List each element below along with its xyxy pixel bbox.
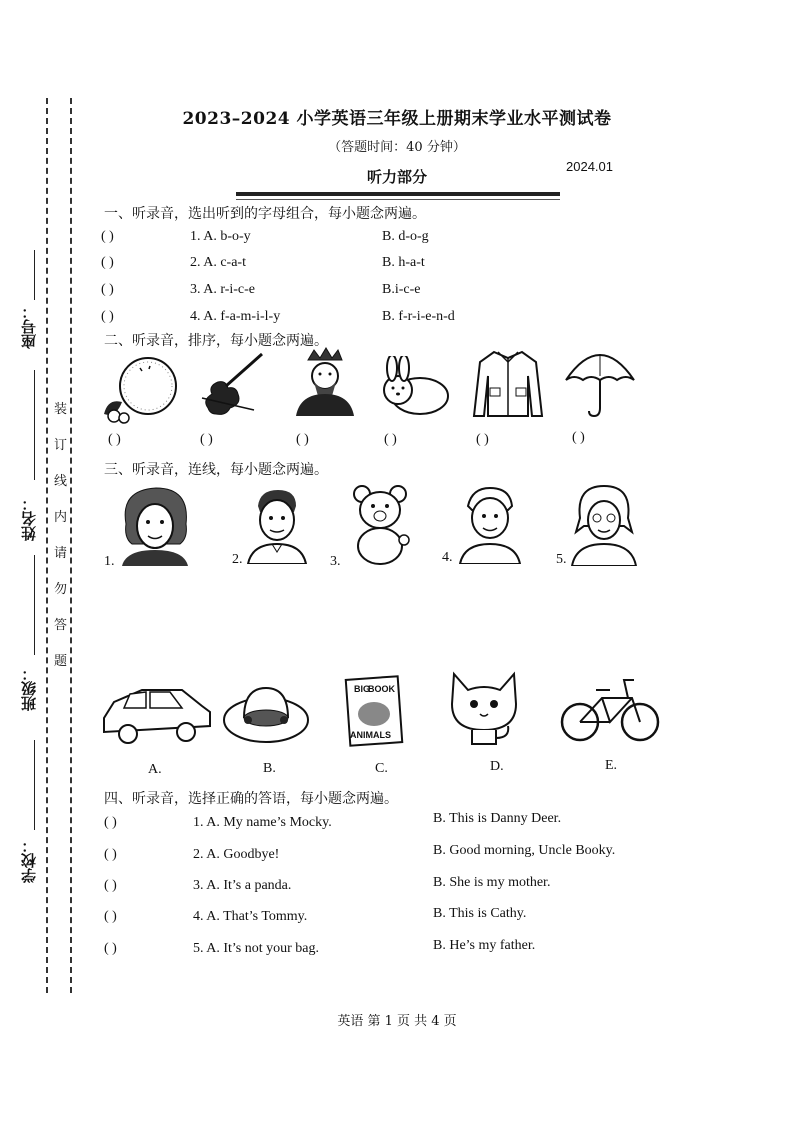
name-label: 姓名： [20, 496, 38, 541]
s4-bracket-1[interactable]: ( ) [104, 815, 117, 830]
notice-char: 线 [54, 474, 68, 489]
s1-option-a-1: 1. A. b-o-y [190, 229, 251, 244]
s1-option-b-2: B. h-a-t [382, 255, 425, 270]
person-number-3: 3. [330, 554, 341, 569]
s1-bracket-2[interactable]: ( ) [101, 255, 114, 270]
s4-option-b-1: B. This is Danny Deer. [433, 811, 562, 826]
man-picture [244, 488, 310, 564]
woman-picture [116, 484, 194, 566]
object-letter-d: D. [490, 759, 504, 774]
section1-heading: 一、听录音，选出听到的字母组合，每小题念两遍。 [104, 206, 426, 222]
s2-bracket-1[interactable]: ( ) [108, 432, 121, 447]
jacket-picture [472, 348, 544, 420]
car-picture [100, 684, 212, 746]
umbrella-picture [562, 346, 638, 418]
book-title-animals: ANIMALS [350, 730, 391, 740]
school-label: 学校： [20, 838, 38, 883]
person-number-4: 4. [442, 550, 453, 565]
notice-char: 勿 [54, 582, 68, 597]
notice-char: 答 [54, 618, 68, 633]
cat-picture [446, 668, 522, 748]
s4-option-a-2: 2. A. Goodbye! [193, 847, 280, 862]
title-underline-thin [236, 199, 560, 200]
big-book-picture [344, 674, 404, 748]
violin-picture [196, 350, 272, 420]
s4-option-a-3: 3. A. It’s a panda. [193, 878, 292, 893]
rabbit-picture [376, 356, 452, 418]
seat-label: 座号： [20, 304, 38, 349]
hat-picture [220, 682, 312, 746]
s1-bracket-1[interactable]: ( ) [101, 229, 114, 244]
notice-char: 订 [54, 438, 68, 453]
binding-dashed-line-outer [46, 98, 48, 993]
name-line [34, 370, 35, 480]
s1-option-a-4: 4. A. f-a-m-i-l-y [190, 309, 281, 324]
exam-date: 2024.01 [566, 159, 613, 174]
s4-bracket-4[interactable]: ( ) [104, 909, 117, 924]
object-letter-c: C. [375, 761, 388, 776]
s4-option-b-4: B. This is Cathy. [433, 906, 527, 921]
page-footer: 英语 第 1 页 共 4 页 [337, 1014, 457, 1029]
part-title: 听力部分 [366, 168, 427, 186]
s2-bracket-6[interactable]: ( ) [572, 430, 585, 445]
s1-option-a-2: 2. A. c-a-t [190, 255, 246, 270]
s4-option-a-4: 4. A. That’s Tommy. [193, 909, 308, 924]
person-number-1: 1. [104, 554, 115, 569]
class-line [34, 555, 35, 655]
class-label: 班级： [20, 666, 38, 711]
binding-notice [54, 398, 72, 686]
s4-bracket-2[interactable]: ( ) [104, 847, 117, 862]
notice-char: 内 [54, 510, 68, 525]
grandma-picture [566, 482, 642, 566]
exam-title: 2023–2024 小学英语三年级上册期末学业水平测试卷 [182, 109, 612, 129]
s2-bracket-2[interactable]: ( ) [200, 432, 213, 447]
s4-option-b-5: B. He’s my father. [433, 938, 536, 953]
boy-picture [454, 486, 526, 564]
section4-heading: 四、听录音，选择正确的答语，每小题念两遍。 [104, 791, 398, 807]
s1-option-b-1: B. d-o-g [382, 229, 429, 244]
s1-option-b-3: B.i-c-e [382, 282, 421, 297]
s2-bracket-5[interactable]: ( ) [476, 432, 489, 447]
orange-picture [100, 356, 180, 424]
section2-heading: 二、听录音，排序，每小题念两遍。 [104, 333, 328, 349]
seat-line [34, 250, 35, 300]
bear-picture [348, 484, 412, 566]
book-title-book: BOOK [368, 684, 395, 694]
s2-bracket-4[interactable]: ( ) [384, 432, 397, 447]
school-line [34, 740, 35, 830]
notice-char: 题 [54, 654, 68, 669]
person-number-2: 2. [232, 552, 243, 567]
s1-bracket-4[interactable]: ( ) [101, 309, 114, 324]
s4-bracket-3[interactable]: ( ) [104, 878, 117, 893]
notice-char: 装 [54, 402, 68, 417]
s4-option-a-5: 5. A. It’s not your bag. [193, 941, 319, 956]
s1-option-a-3: 3. A. r-i-c-e [190, 282, 256, 297]
section3-heading: 三、听录音，连线，每小题念两遍。 [104, 462, 328, 478]
object-letter-b: B. [263, 761, 276, 776]
s1-bracket-3[interactable]: ( ) [101, 282, 114, 297]
s1-option-b-4: B. f-r-i-e-n-d [382, 309, 455, 324]
book-title-big: BIG [354, 684, 371, 694]
object-letter-e: E. [605, 758, 618, 773]
s4-option-b-3: B. She is my mother. [433, 875, 551, 890]
person-number-5: 5. [556, 552, 567, 567]
s4-bracket-5[interactable]: ( ) [104, 941, 117, 956]
notice-char: 请 [54, 546, 68, 561]
s2-bracket-3[interactable]: ( ) [296, 432, 309, 447]
exam-duration: （答题时间：40 分钟） [328, 140, 466, 155]
s4-option-a-1: 1. A. My name’s Mocky. [193, 815, 332, 830]
s4-option-b-2: B. Good morning, Uncle Booky. [433, 843, 616, 858]
bike-picture [556, 672, 664, 744]
king-picture [292, 346, 358, 418]
title-underline [236, 192, 560, 196]
object-letter-a: A. [148, 762, 162, 777]
